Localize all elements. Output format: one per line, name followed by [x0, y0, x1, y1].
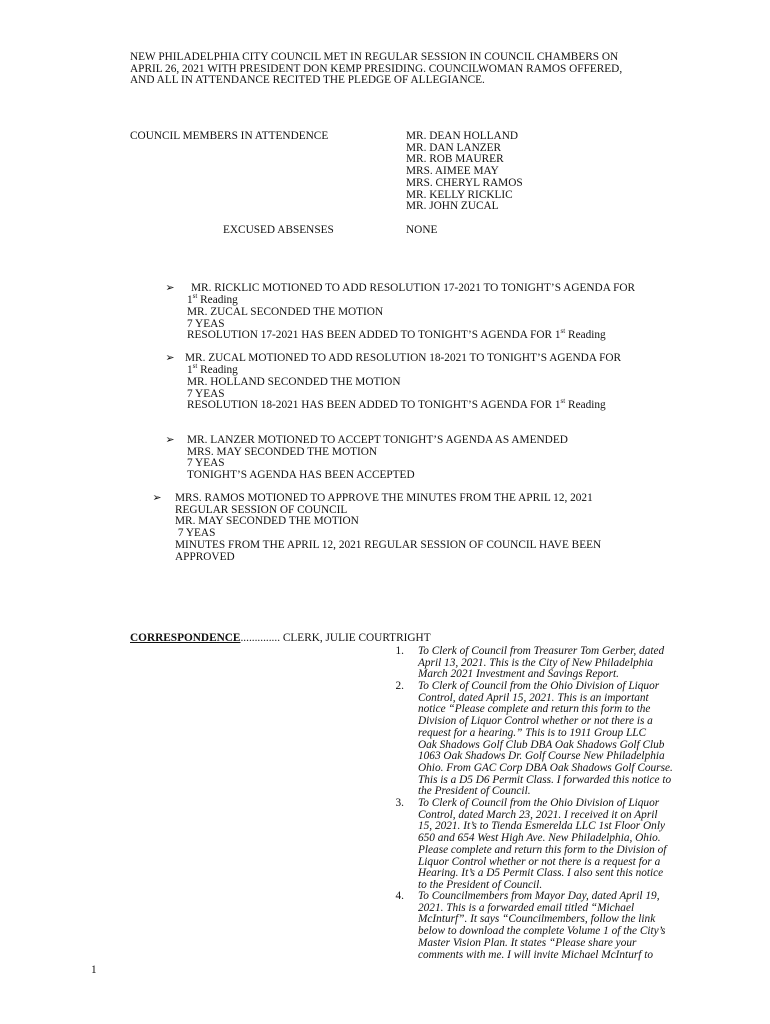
member-name: MR. DAN LANZER — [406, 141, 502, 154]
member-name: MR. DEAN HOLLAND — [406, 130, 519, 142]
correspondence-title: CORRESPONDENCE — [130, 632, 241, 644]
motion-line: APPROVED — [175, 550, 235, 563]
item-number: 1. — [395, 645, 404, 657]
item-line: 650 and 654 West High Ave. New Philadelphia, Ohio. — [418, 832, 661, 845]
motion-second — [187, 377, 606, 412]
motion-line: REGULAR SESSION OF COUNCIL — [175, 503, 348, 516]
item-line: Hearing. It’s a D5 Permit Class. I also sent this notice — [418, 867, 664, 880]
arrow-bullet-icon: ➢ — [165, 282, 175, 294]
motion-seconded: MR. HOLLAND SECONDED THE MOTION — [187, 376, 401, 388]
excused-absences-label: EXCUSED ABSENSES — [223, 224, 334, 236]
arrow-bullet-icon: ➢ — [165, 434, 175, 446]
item-line: April 13, 2021. This is the City of New Philadelphia — [418, 656, 654, 669]
item-line: comments with me. I will invite Michael McInturf to — [418, 948, 653, 961]
motion-line: 7 YEAS — [175, 527, 216, 540]
item-line: Control, dated March 23, 2021. I received it on April — [418, 808, 658, 821]
item-line: To Clerk of Council from Treasurer Tom Gerber, dated — [418, 645, 665, 657]
member-name: MR. ROB MAURER — [406, 153, 504, 166]
item-line: below to download the complete Volume 1 of the City’s — [418, 925, 666, 938]
arrow-bullet-icon: ➢ — [165, 352, 175, 364]
attendance-members-list — [406, 131, 523, 213]
item-line: Ohio. From GAC Corp DBA Oak Shadows Golf Course. — [418, 761, 673, 774]
motion-first-line: MR. RICKLIC MOTIONED TO ADD RESOLUTION 17-2021 TO TONIGHT’S AGENDA FOR — [191, 282, 636, 294]
item-number: 3. — [395, 797, 404, 809]
motion-vote: 7 YEAS — [187, 457, 225, 470]
item-line: Liquor Control whether or not there is a request for a — [418, 855, 661, 868]
intro-line: APRIL 26, 2021 WITH PRESIDENT DON KEMP PRESIDING. COUNCILWOMAN RAMOS OFFERED, — [130, 62, 623, 75]
intro-paragraph — [130, 52, 730, 87]
motion-result: RESOLUTION 17-2021 HAS BEEN ADDED TO TONIGHT’S AGENDA FOR 1st Reading — [187, 327, 606, 342]
excused-absences-value: NONE — [406, 224, 438, 236]
item-line: request for a hearing.” This is to 1911 Group LLC — [418, 726, 647, 739]
motion-block — [175, 493, 601, 563]
intro-line: NEW PHILADELPHIA CITY COUNCIL MET IN REGULAR SESSION IN COUNCIL CHAMBERS ON — [130, 51, 619, 63]
item-line: Division of Liquor Control whether or not there is a — [418, 715, 653, 728]
motion-first-line: MR. LANZER MOTIONED TO ACCEPT TONIGHT’S AGENDA AS AMENDED — [187, 434, 568, 446]
item-line: This is a D5 D6 Permit Class. I forwarded this notice to — [418, 773, 672, 786]
motion-line: MRS. RAMOS MOTIONED TO APPROVE THE MINUTES FROM THE APRIL 12, 2021 — [175, 492, 593, 504]
item-line: To Clerk of Council from the Ohio Division of Liquor — [418, 797, 660, 809]
motion-vote: 7 YEAS — [187, 317, 225, 330]
member-name: MR. KELLY RICKLIC — [406, 188, 513, 201]
item-number: 2. — [395, 680, 404, 692]
item-line: To Clerk of Council from the Ohio Division of Liquor — [418, 680, 660, 692]
motion-result: TONIGHT’S AGENDA HAS BEEN ACCEPTED — [187, 469, 415, 482]
page-number: 1 — [91, 964, 97, 976]
item-line: March 2021 Investment and Savings Report. — [418, 668, 620, 681]
arrow-bullet-icon: ➢ — [152, 492, 162, 504]
motion-seconded: MR. ZUCAL SECONDED THE MOTION — [187, 306, 384, 318]
item-line: the President of Council. — [418, 785, 531, 798]
motion-seconded: MRS. MAY SECONDED THE MOTION — [187, 445, 378, 458]
item-line: Please complete and return this form to the Division of — [418, 843, 667, 856]
item-line: McInturf”. It says “Councilmembers, follow the link — [418, 913, 656, 926]
correspondence-clerk: CLERK, JULIE COURTRIGHT — [280, 632, 431, 644]
member-name: MR. JOHN ZUCAL — [406, 200, 499, 213]
item-number: 4. — [395, 890, 404, 902]
item-line: 2021. This is a forwarded email titled “Michael — [418, 901, 635, 914]
intro-line: AND ALL IN ATTENDANCE RECITED THE PLEDGE OF ALLEGIANCE. — [130, 74, 485, 87]
member-name: MRS. AIMEE MAY — [406, 165, 499, 178]
correspondence-item — [418, 891, 713, 961]
correspondence-item — [418, 798, 713, 892]
correspondence-header — [130, 633, 431, 645]
correspondence-item — [418, 646, 713, 681]
motion-line: MR. MAY SECONDED THE MOTION — [175, 515, 359, 528]
motion-vote: 7 YEAS — [187, 387, 225, 400]
motion-reading-line: 1st Reading — [187, 292, 238, 306]
item-line: Control, dated April 15, 2021. This is an important — [418, 691, 649, 704]
motion-reading-line: 1st Reading — [187, 362, 238, 376]
correspondence-leader: .............. — [240, 632, 281, 644]
item-line: Master Vision Plan. It states “Please share your — [418, 936, 637, 949]
motion-result: RESOLUTION 18-2021 HAS BEEN ADDED TO TONIGHT’S AGENDA FOR 1st Reading — [187, 397, 606, 412]
member-name: MRS. CHERYL RAMOS — [406, 176, 523, 189]
motion-first-line: MR. ZUCAL MOTIONED TO ADD RESOLUTION 18-2021 TO TONIGHT’S AGENDA FOR — [185, 352, 622, 364]
item-line: to the President of Council. — [418, 878, 543, 891]
correspondence-item — [418, 681, 713, 798]
item-line: 1063 Oak Shadows Dr. Golf Course New Philadelphia — [418, 750, 665, 763]
item-line: notice “Please complete and return this form to the — [418, 703, 651, 716]
motion-line: MINUTES FROM THE APRIL 12, 2021 REGULAR SESSION OF COUNCIL HAVE BEEN — [175, 538, 602, 551]
item-line: Oak Shadows Golf Club DBA Oak Shadows Golf Club — [418, 738, 665, 751]
attendance-label: COUNCIL MEMBERS IN ATTENDENCE — [130, 130, 329, 142]
motion-second — [187, 307, 606, 342]
item-line: To Councilmembers from Mayor Day, dated April 19, — [418, 890, 660, 902]
item-line: 15, 2021. It’s to Tienda Esmerelda LLC 1st Floor Only — [418, 820, 665, 833]
motion-block — [187, 435, 568, 482]
